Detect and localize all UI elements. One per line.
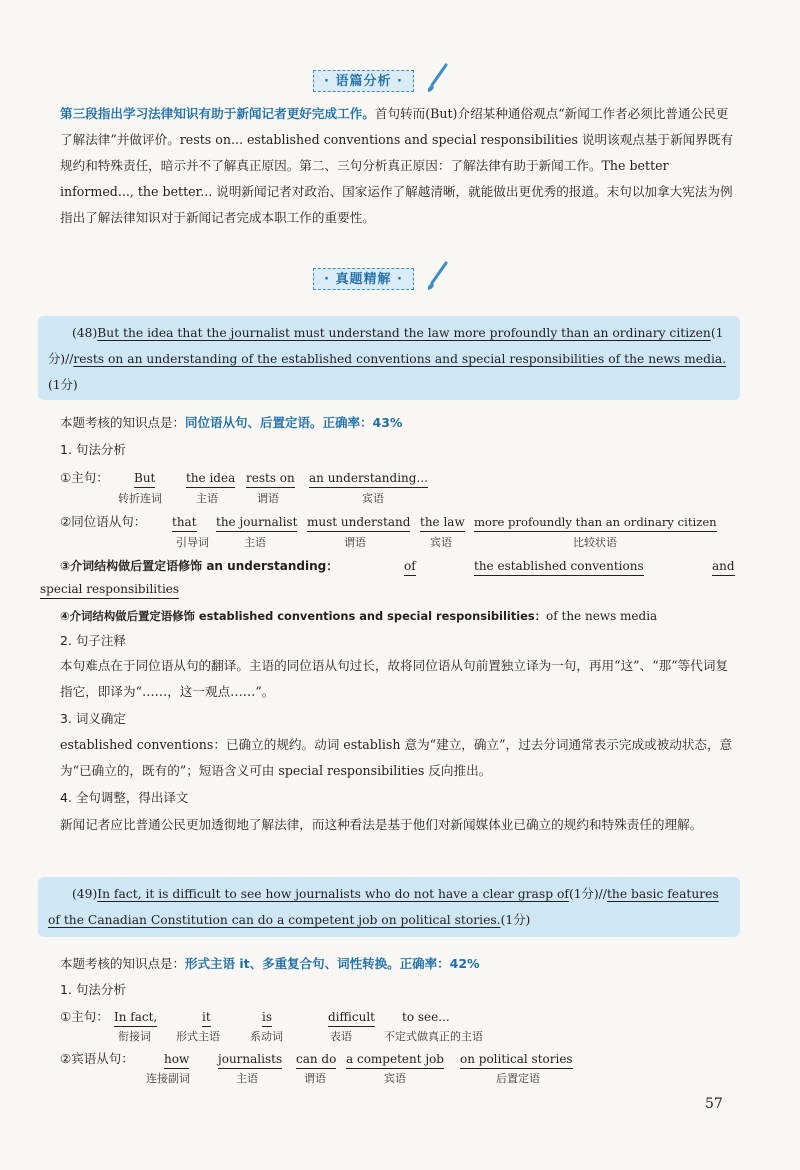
prep-structure-word: and bbox=[712, 558, 735, 576]
score-mark: (1分) bbox=[48, 378, 78, 392]
main-clause-role: 转折连词 bbox=[118, 492, 162, 505]
appositive-role: 比较状语 bbox=[573, 536, 617, 549]
question-number: (48) bbox=[72, 326, 98, 340]
main-clause-label: ①主句： bbox=[60, 1009, 109, 1024]
question-48-part2: rests on an understanding of the established conventions and special responsibilities of the news media. bbox=[73, 352, 727, 366]
section-tag-discourse-analysis: · 语篇分析 · bbox=[313, 70, 414, 92]
main-clause-role: 系动词 bbox=[250, 1030, 283, 1043]
object-clause-word: can do bbox=[296, 1051, 336, 1069]
knowledge-points-49: 本题考核的知识点是：形式主语 it、多重复合句、词性转换。正确率：42% bbox=[60, 956, 480, 971]
question-49-part2: the basic features of the Canadian Constitution can do a competent job on political stories. bbox=[48, 887, 719, 927]
prep-structure-4: ④介词结构做后置定语修饰 established conventions and special responsibilities：of the news media bbox=[60, 609, 658, 623]
main-clause-word: is bbox=[262, 1009, 272, 1027]
main-clause-word: difficult bbox=[328, 1009, 375, 1027]
appositive-role: 引导词 bbox=[176, 536, 209, 549]
main-clause-label: ①主句： bbox=[60, 470, 109, 485]
main-clause-word: But bbox=[134, 470, 155, 488]
main-clause-word: it bbox=[202, 1009, 211, 1027]
analysis-body: 首句转而(But)介绍某种通俗观点“新闻工作者必须比普通公民更了解法律”并做评价。rests on... established conventions and special responsibilities 说明该观点基于新闻界既有规约和特殊责任，暗示并不了解真正原因。第二、三句分析真正原因：了解法律有助于新闻工作。The better informed..., the better... 说明新闻记者对政治、国家运作了解越清晰，就能做出更优秀的报道。末句以加拿大宪法为例指出了解法律知识对于新闻记者完成本职工作的重要性。 bbox=[60, 106, 734, 225]
appositive-word: the journalist bbox=[216, 514, 297, 532]
appositive-role: 宾语 bbox=[430, 536, 452, 549]
object-clause-word: journalists bbox=[218, 1051, 282, 1069]
appositive-word: more profoundly than an ordinary citizen bbox=[474, 514, 717, 532]
prep-structure-3-label: ③介词结构做后置定语修饰 an understanding： bbox=[60, 559, 339, 573]
main-clause-role: 谓语 bbox=[257, 492, 279, 505]
brush-icon bbox=[424, 63, 450, 93]
appositive-word: must understand bbox=[307, 514, 410, 532]
object-clause-role: 谓语 bbox=[304, 1072, 326, 1085]
section-tag-exam-explanation: · 真题精解 · bbox=[313, 268, 414, 290]
object-clause-word: how bbox=[164, 1051, 189, 1069]
word-meaning-text: established conventions：已确立的规约。动词 establish 意为“建立，确立”，过去分词通常表示完成或被动状态，意为“已确立的，既有的”；短语含义可由 special responsibilities 反向推出。 bbox=[60, 737, 733, 778]
main-clause-word: an understanding... bbox=[309, 470, 428, 488]
appositive-clause-label: ②同位语从句： bbox=[60, 514, 147, 529]
main-clause-role: 宾语 bbox=[362, 492, 384, 505]
question-48-part1: But the idea that the journalist must understand the law more profoundly than an ordinary citizen bbox=[97, 326, 711, 340]
main-clause-word: to see... bbox=[402, 1010, 450, 1024]
main-clause-word: rests on bbox=[246, 470, 295, 488]
prep-structure-word: special responsibilities bbox=[40, 581, 179, 599]
question-49-part1: In fact, it is difficult to see how journalists who do not have a clear grasp of bbox=[97, 887, 569, 901]
main-clause-role: 主语 bbox=[196, 492, 218, 505]
appositive-role: 主语 bbox=[244, 536, 266, 549]
main-clause-role: 表语 bbox=[330, 1030, 352, 1043]
object-clause-role: 宾语 bbox=[384, 1072, 406, 1085]
analysis-lead: 第三段指出学习法律知识有助于新闻记者更好完成工作。 bbox=[60, 106, 375, 121]
main-clause-role: 形式主语 bbox=[176, 1030, 220, 1043]
object-clause-word: on political stories bbox=[460, 1051, 573, 1069]
main-clause-role: 不定式做真正的主语 bbox=[384, 1030, 483, 1043]
analysis-paragraph bbox=[60, 101, 740, 231]
section-sentence-notes: 2. 句子注释 bbox=[60, 633, 126, 648]
section-syntax-analysis: 1. 句法分析 bbox=[60, 982, 126, 997]
section-word-meaning: 3. 词义确定 bbox=[60, 711, 126, 726]
question-48-box bbox=[38, 316, 740, 400]
object-clause-role: 连接副词 bbox=[146, 1072, 190, 1085]
page-number: 57 bbox=[705, 1096, 723, 1112]
main-clause-word: In fact, bbox=[114, 1009, 157, 1027]
object-clause-word: a competent job bbox=[346, 1051, 444, 1069]
final-translation-text: 新闻记者应比普通公民更加透彻地了解法律，而这种看法是基于他们对新闻媒体业已确立的规约和特殊责任的理解。 bbox=[60, 817, 703, 832]
question-number: (49) bbox=[72, 887, 98, 901]
object-clause-role: 后置定语 bbox=[496, 1072, 540, 1085]
prep-structure-word: of bbox=[404, 558, 416, 576]
appositive-word: that bbox=[172, 514, 197, 532]
question-49-box bbox=[38, 877, 740, 937]
appositive-role: 谓语 bbox=[344, 536, 366, 549]
score-mark: (1分)// bbox=[48, 326, 724, 366]
main-clause-role: 衔接词 bbox=[118, 1030, 151, 1043]
main-clause-word: the idea bbox=[186, 470, 235, 488]
appositive-word: the law bbox=[420, 514, 465, 532]
knowledge-points-48: 本题考核的知识点是：同位语从句、后置定语。正确率：43% bbox=[60, 415, 403, 430]
section-syntax-analysis: 1. 句法分析 bbox=[60, 442, 126, 457]
score-mark: (1分) bbox=[500, 913, 531, 927]
brush-icon bbox=[424, 261, 450, 291]
score-mark: (1分)// bbox=[568, 887, 607, 901]
object-clause-label: ②宾语从句： bbox=[60, 1051, 134, 1066]
prep-structure-word: the established conventions bbox=[474, 558, 644, 576]
section-final-translation: 4. 全句调整，得出译文 bbox=[60, 790, 189, 805]
object-clause-role: 主语 bbox=[236, 1072, 258, 1085]
sentence-notes-text: 本句难点在于同位语从句的翻译。主语的同位语从句过长，故将同位语从句前置独立译为一句，再用“这”、“那”等代词复指它，即译为“……，这一观点……”。 bbox=[60, 658, 729, 699]
